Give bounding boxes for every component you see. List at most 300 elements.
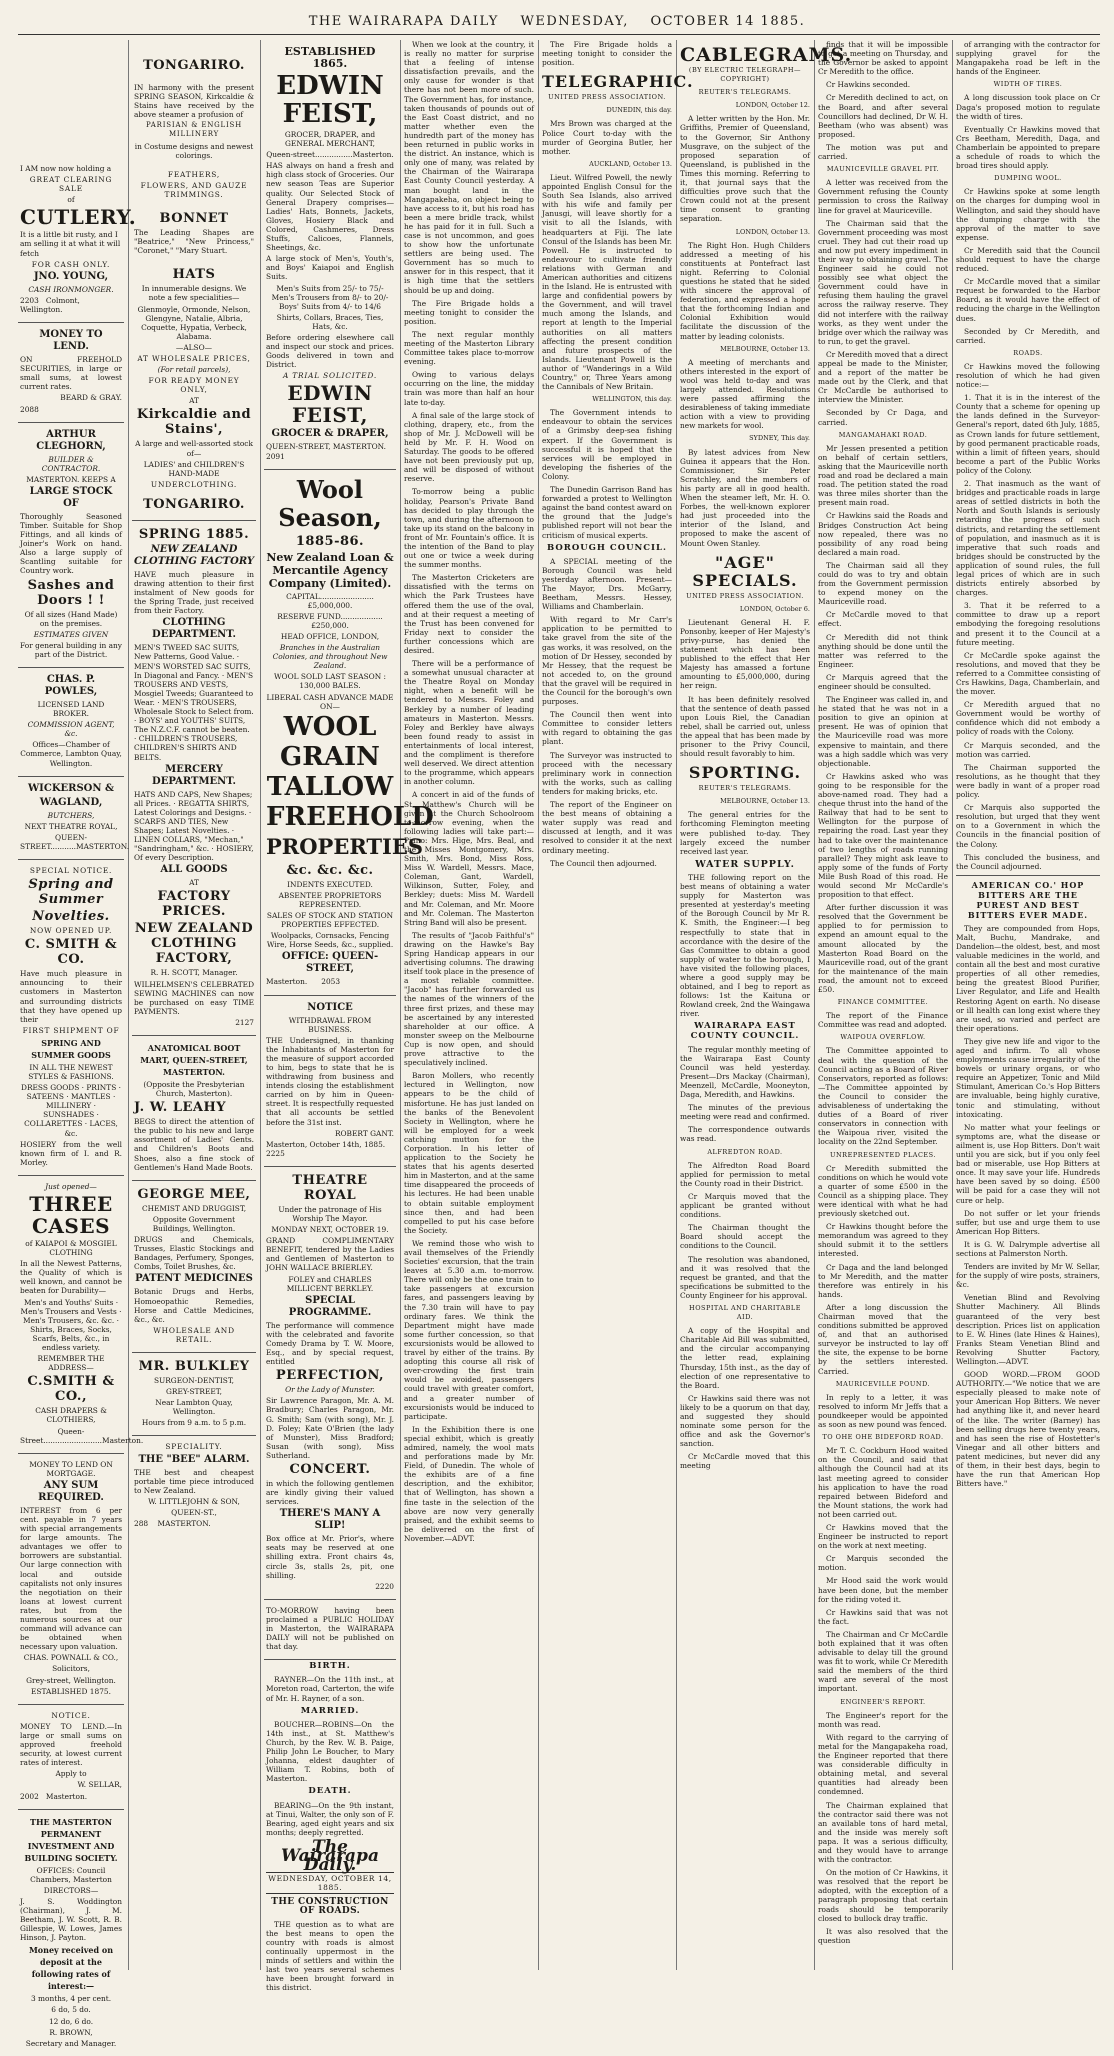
theatre-date: MONDAY NEXT, OCTOBER 19. [271,1225,389,1235]
dateline-place: MELBOURNE, October 13. [720,797,810,806]
borough-paragraph: The report of the Engineer on the best means of obtaining a water supply was read and discussed at length, and it was resolved to consider it at the next ordinary meeting. [542,800,672,855]
advert-paragraph: Venetian Blind and Revolving Shutter Machinery. All Blinds guaranteed of the very best description. Prices list on application to E. W. Hines (late Hines & Haines), Franks Steam Venetian Blind and Revolving Shutter Factory, Wellington.—ADVT. [956,1293,1100,1366]
holiday-notice [264,1600,396,1660]
council-paragraph: After a long discussion the Chairman moved that the conditions submitted be approved of, and that an authorised surveyor be instructed to lay off the site, the expense to be borne by the settlers interested. Carried. [818,1302,948,1376]
theatre-title: THEATRE ROYAL [292,1172,368,1203]
kirk-line: A large and well-assorted stock of— [135,439,253,458]
death-heading: DEATH. [308,1786,352,1797]
ad-number: 288 [134,1519,149,1528]
money-name: BEARD & GRAY. [60,393,122,403]
local-paragraph: Owing to various delays occurring on the line, the midday train was more than half an hour late to-day. [404,370,534,407]
column-3 [264,40,434,1993]
theatre-box: Box office at Mr. Prior's, where seats may be reserved at one shilling extra. Front chairs 4s, circle 3s, stalls 2s, pit, one shilling. [266,1534,394,1580]
gant-date: Masterton, October 14th, 1885. [266,1139,386,1149]
pownall-ad [18,1454,124,1705]
money-ad [18,323,124,423]
cablegrams-sub: REUTER'S TELEGRAMS. [698,88,792,97]
feist-body: HAS always on hand a fresh and high class stock of Groceries. Our new season Teas are Superior quality. Our Selected Stock of General Drapery comprises—Ladies' Hats, Bonnets, Jackets, Gloves, Hosiery Black and Colored, Cashmeres, Dress Stuffs, Calicoes, Flannels, Sheetings, &c. [266,161,394,253]
cutlery-line: GREAT CLEARING SALE [29,175,113,194]
money-body: ON FREEHOLD SECURITIES, in large or small sums, at lowest current rates. [20,355,122,392]
nzlm-years: 1885-86. [295,533,365,549]
smith-body: Have much pleasure in announcing to their customers in Masterton and surrounding districts that they have opened up their [20,969,122,1024]
dateline-place: MELBOURNE, October 13. [720,344,810,353]
council-paragraph: Cr Marquis moved that the applicant be granted without conditions. [680,1191,810,1220]
council-subheading: ROADS. [1013,348,1043,357]
sellar-title: NOTICE. [51,1710,91,1720]
three-cases-ad [18,1176,144,1454]
nzlm-branch: Branches in the Australian Colonies, and throughout New Zealand. [272,643,388,671]
kirk-line: PARISIAN & ENGLISH MILLINERY [145,121,243,139]
council-paragraph: Cr Marquis seconded the motion. [818,1554,948,1573]
holiday-body: TO-MORROW having been proclaimed a PUBLIC HOLIDAY in Masterton, the WAIRARAPA DAILY will not be published on that day. [266,1605,394,1652]
three-title: THREE CASES [29,1192,113,1238]
nzlm-abs: ABSENTEE PROPRIETORS REPRESENTED. [278,890,382,909]
theatre-or: Or the Lady of Munster. [285,1385,375,1395]
littlejohn-ad [132,1436,256,1536]
kirk-bonnet: BONNET [159,211,229,227]
council-paragraph: Cr Meredith argued that no Government would be worthy of confidence which did not embody a policy of roads with the Colony. [956,700,1100,737]
kirk-line: UNDERCLOTHING. [150,479,238,489]
society-dir: DIRECTORS— [43,1885,99,1895]
hop-bitters-heading: AMERICAN CO.' HOP BITTERS ARE THE PUREST AND BEST BITTERS EVER MADE. [956,875,1100,920]
dateline: WEDNESDAY, OCTOBER 14, 1885. [266,1872,394,1894]
money-title: MONEY TO LEND. [39,329,103,353]
theatre-perf: The performance will commence with the celebrated and favorite Comedy Drama by T. W. Moore, Esq., and by special request, entitled [266,1320,394,1367]
council-paragraph: Cr McCardle moved that this meeting [680,1452,810,1471]
three-street: Queen-Street.........................Masterton. [20,1426,144,1445]
sporting-sub: REUTER'S TELEGRAMS. [698,784,792,793]
sellar-ad [18,1705,124,1810]
cutlery-place: Colmont, Wellington. [20,295,80,314]
cutlery-line: FOR CASH ONLY. [31,259,111,269]
mee-name: GEORGE MEE, [137,1186,251,1202]
council-subheading: ENGINEER'S REPORT. [840,1697,926,1706]
pownall-body: INTEREST from 6 per cent. payable in 7 years with special arrangements for large amounts. The advantages we offer to borrowers are substantial. Our large connection with local and outside capitalists not only insures the negotiation on their loans at lowest current rates, but from the numerous sources at our command will advance can be obtained when necessary upon valuation. [20,1505,122,1652]
sellar-apply: Apply to [55,1769,87,1779]
council-paragraph: The motion was put and carried. [818,142,948,162]
council-paragraph: The correspondence outwards was read. [680,1125,810,1144]
pownall-place: Grey-street, Wellington. [26,1675,116,1685]
bulkley-ad [132,1353,256,1436]
death-body: BEARING—On the 9th instant, at Tinui, Walter, the only son of F. Bearing, aged eight years and six months; deeply regretted. [266,1800,394,1837]
nzlm-liberal: LIBERAL CASH ADVANCE MADE ON— [266,692,394,711]
council-paragraph: A long discussion took place on Cr Daga's proposed motion to regulate the width of tires. [956,93,1100,121]
three-sub: of KAIAPOI & MOSGIEL CLOTHING [25,1239,117,1258]
littlejohn-body: THE best and cheapest portable time piece introduced to New Zealand. [134,1467,254,1495]
three-items: Men's and Youths' Suits · Men's Trousers and Vests · Men's Trousers, &c. &c. · Shirts, Braces, Socks, Scarfs, Belts, &c., in endless variety. [20,1297,122,1353]
dateline-place: DUNEDIN, this day. [606,106,672,115]
advert-paragraph: Tenders are invited by Mr W. Sellar, for the supply of wire posts, strainers, &c. [956,1262,1100,1290]
nzlm-name: New Zealand Loan & Mercantile Agency Company (Limited). [266,550,394,590]
telegraph-paragraph: The Dunedin Garrison Band has forwarded a protest to Wellington against the band contest award on the ground that the Judge's published report will not bear the criticism of musical experts. [542,485,672,540]
birth-body: RAYNER—On the 11th inst., at Moreton road, Carterton, the wife of Mr. H. Rayner, of a son. [266,1675,394,1703]
telegraphic-sub: UNITED PRESS ASSOCIATION. [548,93,666,102]
cutlery-line: It is a little bit rusty, and I am selling it at what it will fetch [20,230,121,258]
council-paragraph: The Engineer was called in, and he stated that he was not in a position to give an opinion at present. He was of opinion that the Mauriceville road was more expensive to maintain, and there was a high saddle which was very objectionable. [818,695,948,768]
council-paragraph: Cr Marquis also supported the resolution, but urged that they went on to a Government in which the Councils in the financial position of the Colony. [956,803,1100,849]
cleghorn-ad [18,423,124,668]
nzcf-factory: FACTORY PRICES. [157,889,231,920]
column-2 [132,40,256,1970]
council-subheading: HOSPITAL AND CHARITABLE AID. [689,1303,801,1322]
feist-prices: Men's Suits from 25/- to 75/- Men's Trousers from 8/- to 20/- Boys' Suits from 4/- to 14/6 [271,283,389,311]
nzlm-ad [264,470,434,996]
advert-paragraph: No matter what your feelings or symptoms are, what the disease or ailment is, use Hop Bitters. Don't wait until you are sick, but if you only feel bad or miserable, use Hop Bitters at once. It may save your life. Hundreds have been saved by so doing. £500 will be paid for a case they will not cure or help. [956,1122,1100,1205]
cable-paragraph: Lieutenant General H. F. Ponsonby, keeper of Her Majesty's privy-purse, has denied the statement which has been published to the effect that Her Majesty has amassed a fortune amounting to £5,000,000, during her reign. [680,617,810,691]
local-paragraph: The next regular monthly meeting of the Masterton Library Committee takes place to-morrow evening. [404,329,534,367]
borough-paragraph: The Surveyor was instructed to proceed with the necessary preliminary work in connection with the works, such as calling tenders for making bricks, etc. [542,750,672,796]
wickerson-place: NEXT THEATRE ROYAL, [24,821,118,831]
nzlm-item: WOOL [283,711,377,742]
borough-paragraph: The Council then adjourned. [550,858,657,868]
age-sub: UNITED PRESS ASSOCIATION. [686,591,804,600]
three-role: CASH DRAPERS & CLOTHIERS, [35,1406,107,1425]
society-rate: 3 months, 4 per cent. [30,1994,112,2004]
theatre-foley: FOLEY and CHARLES MILLICENT BERKLEY. [286,1274,374,1293]
council-paragraph: Seconded by Cr Daga, and carried. [818,408,948,427]
ad-number: 2225 [266,1148,285,1158]
smith-line: FIRST SHIPMENT OF [22,1025,120,1035]
council-subheading: WIDTH OF TIRES. [993,80,1063,89]
council-subheading: TO OHE OHE BIDEFORD ROAD. [822,1433,944,1442]
cleghorn-role: BUILDER & CONTRACTOR. [41,454,101,473]
wickerson-street: QUEEN-STREET...........MASTERTON. [20,832,130,851]
dateline-place: LONDON, October 6. [739,604,810,613]
cutlery-role: CASH IRONMONGER. [28,284,114,294]
council-paragraph: Eventually Cr Hawkins moved that Crs Beetham, Meredith, Daga, and Chamberlain be appointed to prepare a schedule of roads to which the broad tires should apply. [956,124,1100,171]
theatre-cast: Sir Lawrence Paragon, Mr. A. M. Bradbury; Charles Paragon, Mr. G. Smith; Sam (with song), Mr. J. D. Foley; Kate O'Brien (the lady of Munster), Miss Bradford; Susan (with song), Miss Sutherland. [266,1396,394,1460]
local-paragraph: To-morrow being a public holiday, Pearson's Private Band has decided to play through the town, and during the afternoon to take up its stand on the balcony in front of Mr. Fountain's office. It is the intention of the Band to play out one or twice a week during the summer months. [404,487,534,570]
mee-patent: PATENT MEDICINES [135,1273,253,1285]
bulkley-near: Near Lambton Quay, Wellington. [155,1398,233,1417]
council-subheading: MAURICEVILLE POUND. [835,1379,931,1388]
council-subheading: UNREPRESENTED PLACES. [830,1150,936,1159]
wickerson-name: WAGLAND, [39,796,103,808]
cutlery-line: I AM now now holding a [20,164,112,173]
gant-body: THE Undersigned, in thanking the Inhabitants of Masterton for the measure of support accorded to him, begs to state that he is withdrawing from business and intends closing the establishment carried on by him in Queen-street. It is respectfully requested that all accounts be settled before the 31st inst. [266,1035,394,1127]
masthead-date: OCTOBER 14 1885. [650,14,806,29]
cablegrams-heading: CABLEGRAMS. [680,44,853,66]
nzcf-manager: R. H. SCOTT, Manager. [150,968,238,978]
council-paragraph: Mr Hood said the work would have been done, but the member for the riding voted it. [818,1576,948,1604]
smith-goods: DRESS GOODS · PRINTS · SATEENS · MANTLES · MILLINERY · SUNSHADES · COLLARETTES · LACES, &c. [21,1083,121,1138]
cleghorn-est: ESTIMATES GIVEN [33,629,109,639]
cleghorn-name: ARTHUR CLEGHORN, [36,428,106,452]
ad-number: 2127 [235,1017,254,1027]
three-name: C.SMITH & CO., [27,1374,115,1405]
mee-ad [132,1181,256,1353]
council-paragraph: Cr Meredith submitted the conditions on which he would vote a quarter of some £500 in the Council as a shipping place. They were identical with what he had previously sketched out. [818,1163,948,1219]
kirk-also: —ALSO— [175,342,213,352]
powles-name: CHAS. P. POWLES, [44,674,98,697]
council-paragraph: Cr Hawkins moved that the Engineer be instructed to report on the work at next meeting. [818,1522,948,1551]
theatre-spec: SPECIAL PROGRAMME. [288,1294,372,1318]
cutlery-name: JNO. YOUNG, [33,270,109,282]
borough-heading: BOROUGH COUNCIL. [547,542,667,553]
council-paragraph: Cr Hawkins moved the following resolution of which he had given notice:— [956,361,1100,390]
society-rate: 6 do, 5 do. [51,2005,91,2015]
littlejohn-place: MASTERTON. [157,1519,211,1528]
kirk-hatsbody: In innumerable designs. We note a few specialities— [141,284,247,303]
council-paragraph: The Committee appointed to deal with the question of the Council acting as a Board of River Conservators, reported as follows:—The Committee appointed by the Council to consider the advisableness of undertaking the duties of a Board of river conservators in connection with the Waipoua river, visited the locality on the 22nd September. [818,1046,948,1147]
column-rule [814,40,815,1970]
leahy-ad [132,1036,256,1181]
littlejohn-name: W. LITTLEJOHN & SON, [148,1496,240,1506]
local-paragraph: The Fire Brigade holds a meeting tonight to consider the position. [404,298,534,326]
ad-number: 2088 [20,404,39,414]
local-paragraph: The Fire Brigade holds a meeting tonight to consider the position. [542,40,672,68]
council-paragraph: The Chairman explained that the contractor said there was not an available tons of hard metal, and the inside was merely soft papa. It was a serious difficulty, and they would have to arrange with the contractor. [818,1800,948,1865]
council-paragraph: Cr Meredith moved that a direct appeal be made to the Minister, and a report of the matter be made out by the Clerk, and that Cr McCardle be authorised to interview the Minister. [818,349,948,405]
nzlm-cap: CAPITAL.......................£5,000,000. [286,591,374,610]
wickerson-ad [18,777,130,860]
mee-role: CHEMIST AND DRUGGIST, [141,1203,247,1213]
theatre-concert: CONCERT. [289,1461,371,1477]
powles-body: Offices—Chamber of Commerce, Lambton Quay, Wellington. [20,740,122,768]
council-subheading: MANGAMAHAKI ROAD. [838,430,928,439]
council-paragraph: Mr Jessen presented a petition on behalf of certain settlers, asking that the Mauriceville north road and road be declared a main road. The petition stated the road was three miles shorter than the present main road. [818,443,948,508]
nzlm-item: PROPERTIES [266,833,424,859]
theatre-play: PERFECTION, [275,1368,385,1384]
society-role: Secretary and Manager. [25,2038,117,2048]
masthead-day: WEDNESDAY, [520,14,629,29]
three-body: In all the Newest Patterns, the Quality of which is well known, and cannot be beaten for Durability— [20,1259,122,1296]
powles-role: LICENSED LAND BROKER. [37,700,105,719]
dateline-place: LONDON, October 13. [735,227,810,236]
cablegrams-sub: (BY ELECTRIC TELEGRAPH—COPYRIGHT) [688,66,802,84]
mee-whole: WHOLESALE AND RETAIL. [153,1325,235,1344]
local-paragraph: The results of "Jacob Faithful's" drawing on the Hawke's Bay Spring Handicap appears in our advertising columns. The drawing itself took place in the presence of a most reliable committee. "Jacob" has further forwarded us the names of the winners of the three first prizes, and these may be ascertained by any interested shareholder at our office. A monster sweep on the Melbourne Cup is now open, and should prove attractive to the speculatively inclined. [404,930,534,1068]
powles-ad [18,668,124,777]
sporting-heading: SPORTING. [688,763,802,783]
kirk-line: (For retail parcels), [157,365,231,375]
gant-name: ROBERT GANT. [334,1128,394,1138]
advert-paragraph: Do not suffer or let your friends suffer, but use and urge them to use American Hop Bitters. [956,1208,1100,1236]
council-paragraph: The minutes of the previous meeting were read and confirmed. [680,1103,810,1122]
council-paragraph: Cr Marquis agreed that the engineer should be consulted. [818,672,948,691]
smith-title: SPECIAL NOTICE. [29,866,113,876]
council-paragraph: Cr McCardle moved to that effect. [818,610,948,629]
gant-sub: WITHDRAWAL FROM BUSINESS. [288,1015,372,1034]
council-heading: WAIRARAPA EAST COUNTY COUNCIL. [690,1021,800,1041]
council-subheading: ALFREDTON ROAD. [707,1147,783,1156]
council-paragraph: Cr Hawkins said the Roads and Bridges Construction Act being now repealed, there was no possibility of any road being declared a main road. [818,511,948,557]
society-name: R. BROWN, [49,2027,93,2037]
council-paragraph: The regular monthly meeting of the Wairarapa East County Council was held yesterday. Present—Drs Mackay (Chairman), Meenzell, McCardle, Mooneyton, Daga, Meredith, and Hawkins. [680,1044,810,1100]
leahy-name: J. W. LEAHY [134,1100,227,1116]
smith-headline: Novelties. [32,909,110,925]
dateline-place: LONDON, October 12. [735,101,810,110]
council-paragraph: The resolution was abandoned, and it was resolved that the request be granted, and that the specifications be submitted to the County Engineer for his approval. [680,1254,810,1300]
society-office: OFFICES: Council Chambers, Masterton [30,1865,112,1884]
kirk-intro: IN harmony with the present SPRING SEASON, Kirkcaldie & Stains have received by the above steamer a profusion of [134,83,254,120]
local-paragraph: In the Exhibition there is one special exhibit, which is greatly admired, namely, the wool mats and perforations made by Mr. Field, of Dunedin. The whole of the exhibits are of a fine description, and the exhibitor, that of Wellington, has shown a fine taste in the selection of the above are now very generally praised, and the exhibit seems to be delivered on the first of November.—ADVT. [404,1424,534,1543]
council-paragraph: The Chairman and Cr McCardle both explained that it was often advisable to delay till the ground was fit to work, while Cr Meredith said the members of the third ward are several of the most important. [818,1629,948,1694]
pownall-name: CHAS. POWNALL & CO., [23,1653,119,1663]
council-paragraph: Cr Hawkins said there was not likely to be a quorum on that day, and suggested they should nominate some person for the office and ask the Governor's sanction. [680,1393,810,1449]
society-title: THE MASTERTON PERMANENT INVESTMENT AND BUILDING SOCIETY. [24,1816,118,1863]
nzlm-head: HEAD OFFICE, LONDON, [280,632,380,641]
kirkcaldie-ad [132,40,256,521]
cable-paragraph: The general entries for the forthcoming Flemington meeting were published to-day. They largely exceed the number received last year. [680,810,810,856]
feist-ad [264,40,396,470]
feist-street: QUEEN-STREET, MASTERTON. [266,442,386,452]
council-paragraph: With regard to the carrying of metal for the Mangapakeha road, the Engineer reported that there was considerable difficulty in obtaining metal, and several quantities had already been condemned. [818,1732,948,1797]
smith-line: SPRING AND SUMMER GOODS [31,1037,111,1060]
smith-line: NOW OPENED UP. [29,926,113,936]
nzcf-items: HATS AND CAPS, New Shapes; all Prices. · REGATTA SHIRTS, Latest Colorings and Designs. · SCARFS AND TIES, New Shapes; Latest Novelties. · LINEN COLLARS, "Mechan," "Sandringham," &c. · HOSIERY, Of every Description. [134,789,254,863]
kirk-title: TONGARIRO. [143,496,245,512]
council-paragraph: A letter was received from the Government refusing the County permission to cross the Railway line for gravel at Mauriceville. [818,178,948,215]
notices [264,1660,396,1998]
council-subheading: WAIPOUA OVERFLOW. [840,1033,926,1042]
wickerson-name: WICKERSON & [27,782,115,794]
water-paragraph: THE following report on the best means of obtaining a water supply for Masterton was presented at yesterday's meeting of the Borough Council by Mr R. K. Smith, the Engineer:—I beg respectfully to state that in accordance with the desire of the Gas Committee to obtain a good supply of water to the borough, I have visited the following places, where a good supply may be obtained, and I beg to report as follows: 1st the Kaituna or Rowland creek, 2nd the Waingawa river. [680,872,810,1019]
bulkley-hours: Hours from 9 a.m. to 5 p.m. [141,1418,247,1428]
littlejohn-spec: SPECIALITY. [165,1442,223,1452]
cutlery-ad [18,40,137,323]
nzlm-ind: INDENTS EXECUTED. [287,879,373,889]
advert-paragraph: It is G. W. Dalrymple advertise all sections at Palmerston North. [956,1239,1100,1258]
theatre-patron: Under the patronage of His Worship The Mayor. [278,1204,382,1223]
masthead-paper: THE WAIRARAPA DAILY [308,14,499,29]
feist-name: EDWIN FEIST, [287,381,373,428]
telegraph-paragraph: Lieut. Wilfred Powell, the newly appointed English Consul for the South Sea Islands, also arrived with his wife and family per Janusgi, will leave shortly for a visit to all the Islands, with headquarters at Fiji. The late Consul of the Islands has been Mr. Powell. He is instructed to endeavour to cultivate friendly relations with German and American authorities and citizens in the Island. He is entrusted with large and confidential powers by the Government, and will travel much among the Islands, and report at length to the Imperial authorities on all matters affecting the present condition and future prospects of the Islands. Lieutenant Powell is the author of "Wanderings in a Wild Country," or, Three Years among the Cannibals of New Britain. [542,172,672,392]
bulkley-role: SURGEON-DENTIST, [153,1375,235,1385]
smith-line: IN ALL THE NEWEST STYLES & FASHIONS. [28,1062,114,1081]
feist-shirts: Shirts, Collars, Braces, Ties, Hats, &c. [276,312,384,331]
council-paragraph: 1. That it is in the interest of the County that a scheme for opening up the lands defined in the Surveyor-General's report, dated 6th July, 1885, as Crown lands for future settlement, by good permanent practicable roads, within a limit of fifteen years, should become a part of the Public Works policy of the Colony. [956,393,1100,475]
three-rem: REMEMBER THE ADDRESS— [37,1354,105,1373]
cleghorn-sizes: Of all sizes (Hand Made) on the premises. [24,609,118,628]
nzlm-res: RESERVE FUND..................£250,000. [277,611,383,630]
local-paragraph: A concert in aid of the funds of St. Matthew's Church will be given at the Church Schoolroom to-morrow evening, when the following ladies will take part:—Piano: Mrs. Hige, Mrs. Beal, and the Misses Montgomery, Mrs. Smith, Mrs. Bond, Miss Ross, Miss W. Wardell, Messrs. Mace, Coleman, Gant, Wardell, Wilkinson, Sutter, Foley, and Berkley; duets: Miss M. Wardell and Mr. Coleman, and Mr. Moore and Mr. Coleman. The Masterton String Band will also be present. [404,790,534,927]
theatre-grand: GRAND COMPLIMENTARY BENEFIT, tendered by the Ladies and Gentlemen of Masterton to JOHN WALLACE BRIERLEY. [266,1236,394,1273]
column-rule [676,40,677,1970]
kirk-line: AT [189,396,199,406]
council-paragraph: The report of the Finance Committee was read and adopted. [818,1011,948,1030]
cable-paragraph: The Right Hon. Hugh Childers addressed a meeting of his constituents at Pontefract last night. Referring to Colonial questions he stated that he sided with sincere the approval of federation, and expressed a hope that the forthcoming Indian and Colonial Exhibition would facilitate the discussion of the matter by leading colonists. [680,240,810,341]
nzlm-sales: SALES OF STOCK AND STATION PROPERTIES EFFECTED. [266,911,394,930]
cable-paragraph: A letter written by the Hon. Mr. Griffiths, Premier of Queensland, to the Governor, Sir Anthony Musgrave, on the subject of the proposed separation of Queensland, is published in the Times this morning. Referring to it, that journal says that the difficulties prove such that the Crown could not at the present time consent to granting separation. [680,114,810,224]
pownall-role: Solicitors, [52,1664,90,1674]
nzlm-etc: &c. &c. &c. [286,862,374,878]
leader-title: THE CONSTRUCTION OF ROADS. [271,1897,389,1917]
masthead [0,14,1114,29]
littlejohn-bee: THE "BEE" ALARM. [138,1453,250,1465]
council-paragraph: Cr Marquis seconded, and the motion was carried. [956,740,1100,759]
ad-number: 2002 [20,1791,39,1801]
gant-notice [264,996,396,1167]
ad-number: 2220 [375,1581,394,1591]
kirk-line: FOR READY MONEY ONLY, [148,376,240,395]
birth-heading: BIRTH. [309,1661,351,1672]
feist-street: Queen-street................Masterton. [266,150,394,160]
council-paragraph: 2. That inasmuch as the want of bridges and practicable roads in large areas of settled districts in both the North and South Islands is seriously retarding the progress of such districts, and retarding the settlement of population, and inasmuch as it is imperative that such roads and bridges should be constructed by the application of sound rules, the full legal prices of which are in such districts entirely absorbed by charges. [956,479,1100,598]
nzcf-wil: WILHELMSEN'S CELEBRATED SEWING MACHINES can now be purchased on easy TIME PAYMENTS. [134,979,254,1016]
column-5 [542,40,694,1970]
kirk-hats: HATS [172,267,216,283]
powles-role: COMMISSION AGENT, &c. [27,720,115,739]
council-paragraph: Cr Hawkins seconded. [826,80,911,90]
column-7 [818,40,948,1970]
council-paragraph: A copy of the Hospital and Charitable Aid Bill was submitted, and the circular accompanying the letter read, explaining Thursday, 15th inst., as the day of election of one representative to the Board. [680,1326,810,1390]
column-4 [404,40,534,1970]
council-paragraph: Cr Hawkins asked who was going to be responsible for the above-named road. They had a cheque thrust into the hand of the Railway that had to be sent to Wellington for the purpose of repairing the road. Last year they had to take over the maintenance of two lengths of roads running parallel? They might ask leave to apply some of the funds of Forty Mile Bush Road of this road. He would second Mr McCardle's proposition to that effect. [818,771,948,900]
council-paragraph: Seconded by Cr Meredith, and carried. [956,326,1100,345]
cable-paragraph: By latest advices from New Guinea it appears that the Hon. Commissioner, Sir Peter Scratchley, and the members of his party are all in good health. When the steamer left, Mr. H. O. Forbes, the well-known explorer had just proceeded into the interior of the Island, and proposed to make the ascent of Mount Owen Stanley. [680,447,810,548]
council-paragraph: finds that it will be impossible to get a meeting on Thursday, and the Governor be asked to appoint Cr Meredith to the office. [818,40,948,77]
council-paragraph: This concluded the business, and the Council adjourned. [956,852,1100,871]
nzcf-items: MEN'S TWEED SAC SUITS, New Patterns, Good Value. · MEN'S WORSTED SAC SUITS, In Diagonal and Fancy. · MEN'S TROUSERS AND VESTS, Mosgiel Tweeds; Guaranteed to Wear. · MEN'S TROUSERS, Wholesale Stock to Select from. · BOYS' and YOUTHS' SUITS, The N.Z.C.F. cannot be beaten. · CHILDREN'S TROUSERS, CHILDREN'S SHIRTS AND BELTS. [134,643,254,762]
council-paragraph: The Chairman said all they could do was to try and obtain from the Government permission to expend money on the Mauriceville road. [818,560,948,607]
bulkley-street: GREY-STREET, [166,1387,222,1397]
dateline-place: AUCKLAND, October 13. [589,159,672,168]
society-names: J. S. Woddington (Chairman), J. M. Beetham, J. W. Scott, R. B. Gillespie, W. Lowes, James Hinson, J. Payton. [20,1896,122,1943]
advert-paragraph: They are compounded from Hops, Malt, Buchu, Mandrake, and Dandelion—the oldest, best, and most valuable medicines in the world, and contain all the best and most curative properties of all other remedies, being the greatest Blood Purifier, Liver Regulator, and Life and Health Restoring Agent on earth. No disease or ill health can long exist where they are used, so varied and perfect are their operations. [956,923,1100,1033]
ad-number: 2053 [321,977,341,987]
cleghorn-line: LARGE STOCK OF [29,485,113,509]
nzcf-body: HAVE much pleasure in drawing attention to their first instalment of New goods for the Spring Trade, just received from their Factory. [134,569,254,616]
council-paragraph: Cr McCardle spoke against the resolutions, and moved that they be referred to a Committee consisting of Crs Hawkins, Daga, Chamberlain, and the mover. [956,650,1100,697]
nameplate: The Wairarapa Daily. [281,1836,379,1876]
pownall-est: ESTABLISHED 1875. [31,1686,111,1696]
smith-spring-ad [18,860,124,1176]
council-paragraph: On the motion of Cr Hawkins, it was resolved that the report be adopted, with the exception of a paragraph proposing that certain roads should be temporarily closed to bullock dray traffic. [818,1868,948,1923]
three-intro: Just opened— [45,1181,97,1191]
column-rule [260,40,261,1970]
nzcf-line: ALL GOODS [160,864,228,876]
leahy-body: BEGS to direct the attention of the public to his new and large assortment of Ladies' Gents. and Children's Boots and Shoes, also a fine stock of Gentlemen's Hand Made Boots. [134,1117,254,1172]
top-rule [18,34,1100,35]
dateline-place: WELLINGTON, this day. [592,395,672,404]
kirk-shapes: The Leading Shapes are "Beatrice," "New Princess," "Coronet," "Mary Stuart. [134,228,254,256]
borough-paragraph: The Council then went into Committee to consider letters with regard to obtaining the gas plant. [542,710,672,747]
wickerson-role: BUTCHERS, [47,810,95,820]
telegraph-paragraph: Mrs Brown was charged at the Police Court to-day with the murder of Georgina Butler, her mother. [542,119,672,156]
mee-place: Opposite Government Buildings, Wellington. [152,1214,236,1233]
council-paragraph: The Chairman thought the Board should accept the conditions to the Council. [680,1223,810,1251]
editorial-paragraph: When we look at the country, it is really no matter for surprise that a feeling of intense dissatisfaction prevails, and the only cause for wonder is that there has not been more of such. The Government has, for instance, taken thousands of pounds out of the East Coast district, and no matter whether even the hundredth part of the money has been returned in public works in the district. An instance, which is only one of many, was related by the Chairman of the Wairarapa East County Council yesterday. A man bought land in the Mangapakeha, on object being to have access to it, but his road has been a mere bridle track, whilst he has paid for it in full. Such a case is not uncommon, and goes to show how the unfortunate settlers are being used. The Government has so much to answer for in this respect, that it is high time that the settlers should be up and doing. [404,40,534,295]
nzcf-name: NEW ZEALAND CLOTHING FACTORY, [134,921,254,967]
kirk-line: in Costume designs and newest colorings. [134,141,254,160]
council-paragraph: Cr Meredith did not think anything should be done until the matter was referred to the Engineer. [818,632,948,669]
water-supply-heading: WATER SUPPLY. [695,858,795,870]
pownall-req: ANY SUM REQUIRED. [38,1479,104,1503]
local-paragraph: Baron Mollers, who recently lectured in Wellington, now appears to be the child of misfortune. He has just landed on the banks of the Benevolent Society in Wellington, where he will be employed for a week catching mutton for the Corporation. In his letter of application to the Society he states that his agents deserted him in Masterton, and at the same time disappeared the proceeds of his lectures. He had been unable to obtain suitable employment since then, and had been compelled to put his case before the Society. [404,1071,534,1235]
leahy-title: ANATOMICAL BOOT MART, QUEEN-STREET, MASTERTON. [140,1043,248,1077]
sellar-body: MONEY TO LEND.—In large or small sums on approved freehold security, at lowest current rates of interest. [20,1721,122,1768]
column-rule [400,40,401,1970]
local-paragraph: There will be a performance of a somewhat unusual character at the Theatre Royal on Monday night, when a benefit will be tendered to Messrs. Foley and Berkley by a number of leading amateurs in Masterton. Messrs. Foley and Berkley have always been found ready to assist in entertainments of local interest, and the compliment is therefore well deserved. We direct attention to the programme, which appears in another column. [404,659,534,787]
age-specials-heading: "AGE" SPECIALS. [692,552,798,590]
council-paragraph: The Engineer's report for the month was read. [818,1710,948,1729]
ad-number: 2203 [20,295,39,305]
dateline-place: SYDNEY, This day. [749,434,810,443]
council-subheading: MAUNICEVILLE GRAVEL PIT. [826,165,940,174]
mee-body: DRUGS and Chemicals, Trusses, Elastic Stockings and Bandages, Perfumery, Sponges, Combs, Toilet Brushes, &c. [134,1235,254,1272]
borough-paragraph: A SPECIAL meeting of the Borough Council was held yesterday afternoon. Present—The Mayor, Drs. McGarry, Beetham, Messrs. Hessey, Williams and Chamberlain. [542,556,672,612]
council-subheading: FINANCE COMMITTEE. [837,998,929,1007]
investment-society-ad [18,1810,124,2056]
kirk-line: FLOWERS, AND GAUZE TRIMMINGS. [140,180,248,199]
bulkley-name: MR. BULKLEY [138,1358,250,1374]
council-subheading: DUMPING WOOL. [994,174,1062,183]
feist-role: GROCER, DRAPER, and GENERAL MERCHANT, [284,130,376,149]
nzcf-title: NEW ZEALAND CLOTHING FACTORY [134,543,254,567]
nzcf-dept: CLOTHING DEPARTMENT. [152,617,236,641]
council-paragraph: After further discussion it was resolved that the Government be applied to for permission to expend an amount equal to the amount allocated by the Masterton Road Board on the Mauriceville road, out of the grant for the maintenance of the main road, the amount not to exceed £50. [818,903,948,994]
